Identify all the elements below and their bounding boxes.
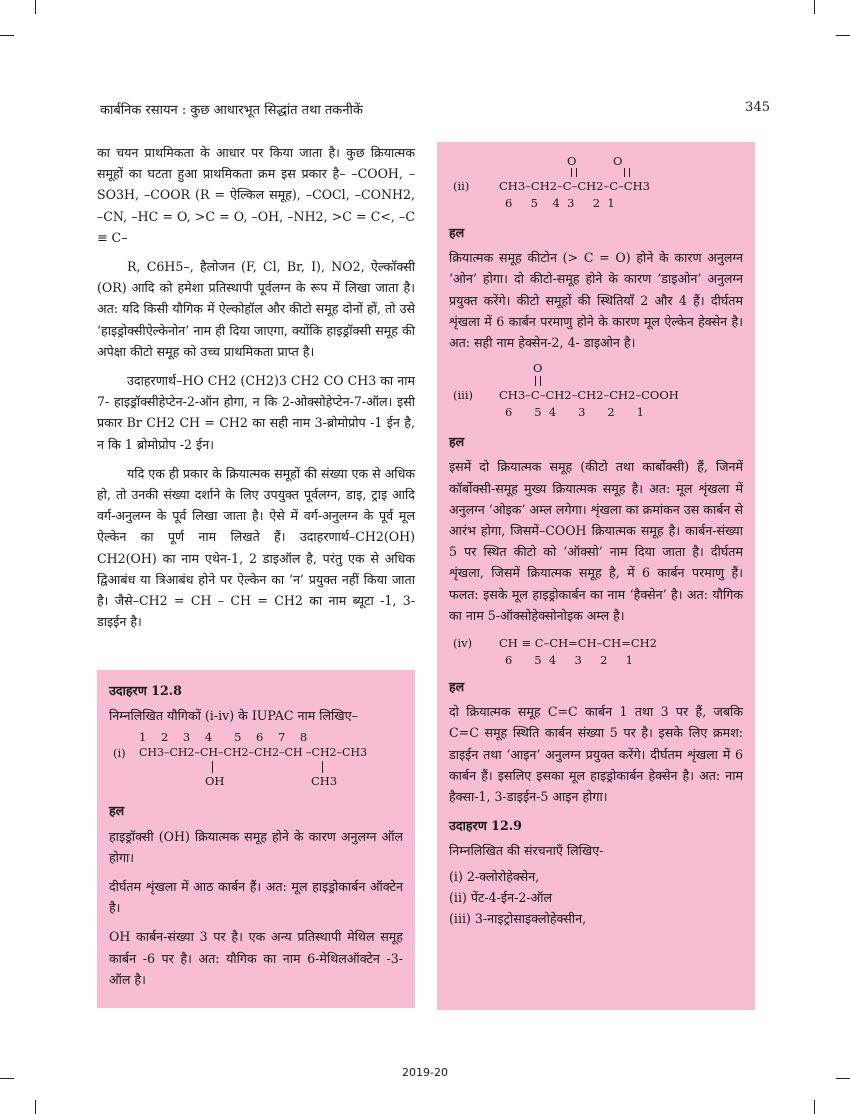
solution-text: दीर्घतम शृंखला में आठ कार्बन हैं। अत: मूल हाइड्रोकार्बन ऑक्टेन है। <box>109 879 403 916</box>
crop-mark <box>836 35 850 36</box>
solution-heading: हल <box>449 679 465 695</box>
crop-mark <box>35 1100 36 1114</box>
double-bond <box>571 168 577 177</box>
example-title: उदाहरण 12.8 <box>109 683 182 698</box>
example-12-8-box <box>97 670 415 1008</box>
solution-text: क्रियात्मक समूह कीटोन (> C = O) होने के कारण अनुलग्न ‘ओन’ होगा। दो कीटो-समूह होने के कारण ‘डाइओन’ अनुलग्न प्रयुक्त करेंगे। कीटो समूहों की स्थितियाँ 2 और 4 हैं। दीर्घतम शृंखला में 6 कार्बन परमाणु होने के कारण मूल ऐल्केन हेक्सेन है। अत: सही नाम हेक्सेन-2, 4- डाइओन है। <box>449 250 743 351</box>
item-label: (iv) <box>453 636 473 651</box>
example-continued-box <box>437 142 755 1010</box>
page-footer: 2019-20 <box>402 1066 448 1079</box>
chapter-title: कार्बनिक रसायन : कुछ आधारभूत सिद्धांत तथा तकनीकें <box>100 103 363 118</box>
paragraph: R, C6H5–, हैलोजन (F, Cl, Br, I), NO2, ऐल्कॉक्सी (OR) आदि को हमेशा प्रतिस्थापी पूर्वलग्न के रूप में लिखा जाता है। अत: यदि किसी यौगिक में ऐल्कोहॉल और कीटो समूह दोनों हों, तो उसे ‘हाइड्रोक्सीऐल्केनोन’ नाम ही दिया जाएगा, क्योंकि हाइड्रॉक्सी समूह की अपेक्षा कीटो समूह को उच्च प्राथमिकता प्राप्त है। <box>97 259 415 359</box>
oxygen-label: O <box>533 361 543 376</box>
item-label: (ii) <box>453 179 470 193</box>
structure-iv <box>449 634 743 668</box>
paragraph: यदि एक ही प्रकार के क्रियात्मक समूहों की संख्या एक से अधिक हो, तो उनकी संख्या दर्शाने के लिए उपयुक्त पूर्वलग्न, डाइ, ट्राइ आदि वर्ग-अनुलग्न के पूर्व लिखा जाता है। ऐसे में वर्ग-अनुलग्न के पूर्व मूल ऐल्केन का पूर्ण नाम लिखते हैं। उदाहरणार्थ–CH2(OH) CH2(OH) का नाम एथेन-1, 2 डाइऑल है, परंतु एक से अधिक द्विआबंध या त्रिआबंध होने पर ऐल्केन का ‘न’ प्रयुक्त नहीं किया जाता है। जैसे–CH2 = CH – CH = CH2 का नाम ब्यूटा -1, 3- डाइईन है। <box>97 465 415 630</box>
example-question: निम्नलिखित की संरचनाएँ लिखिए- <box>449 843 604 859</box>
structure-ii <box>449 154 743 214</box>
bond-line <box>212 761 213 773</box>
substituent-oh: OH <box>205 774 225 789</box>
crop-mark <box>0 35 14 36</box>
carbon-numbering: 1 2 3 4 5 6 7 8 <box>139 730 308 745</box>
item-label: (iii) <box>453 388 474 403</box>
carbon-numbering: 6 5 4 3 2 1 <box>505 196 615 210</box>
structural-formula: CH3–CH2–C–CH2–C–CH3 <box>499 179 650 193</box>
structure-i <box>109 730 403 792</box>
structural-formula: CH3–C–CH2–CH2–CH2–COOH <box>499 388 679 403</box>
double-bond <box>624 168 630 177</box>
structural-formula: CH ≡ C–CH=CH–CH=CH2 <box>499 636 657 651</box>
oxygen-labels: O O <box>567 154 623 168</box>
double-bond <box>535 376 541 386</box>
solution-heading: हल <box>449 225 465 240</box>
list-item: (iii) 3-नाइट्रोसाइक्लोहेक्सीन, <box>449 911 587 927</box>
left-column <box>97 142 415 640</box>
item-label: (i) <box>113 746 126 761</box>
solution-text: हाइड्रॉक्सी (OH) क्रियात्मक समूह होने के कारण अनुलग्न ऑल होगा। <box>109 828 403 865</box>
solution-text: OH कार्बन-संख्या 3 पर है। एक अन्य प्रतिस्थापी मेथिल समूह कार्बन -6 पर है। अत: यौगिक का नाम 6-मेथिलऑक्टेन -3- ऑल है। <box>109 929 403 987</box>
list-item: (ii) पेंट-4-ईन-2-ऑल <box>449 889 553 905</box>
crop-mark <box>814 0 815 14</box>
paragraph: का चयन प्राथमिकता के आधार पर किया जाता है। कुछ क्रियात्मक समूहों का घटता हुआ प्राथमिकता क्रम इस प्रकार है– –COOH, –SO3H, –COOR (R = ऐल्किल समूह), –COCl, –CONH2, –CN, –HC = O, >C = O, –OH, –NH2, >C = C<, –C ≡ C– <box>97 145 415 245</box>
solution-text: दो क्रियात्मक समूह C=C कार्बन 1 तथा 3 पर हैं, जबकि C=C समूह स्थिति कार्बन संख्या 5 पर है। इसके लिए क्रमश: डाइईन तथा ‘आइन’ अनुलग्न प्रयुक्त करेंगे। दीर्घतम शृंखला में 6 कार्बन हैं। इसलिए इसका मूल हाइड्रोकार्बन हेक्सेन है। अत: नाम हैक्सा-1, 3-डाइईन-5 आइन होगा। <box>449 704 743 805</box>
example-title: उदाहरण 12.9 <box>449 818 522 834</box>
structural-formula: CH3–CH2–CH–CH2–CH2–CH –CH2–CH3 <box>139 746 368 760</box>
example-question: निम्नलिखित यौगिकों (i-iv) के IUPAC नाम लिखिए– <box>109 708 358 724</box>
paragraph: उदाहरणार्थ–HO CH2 (CH2)3 CH2 CO CH3 का नाम 7- हाइड्रॉक्सीहेप्टेन-2-ऑन होगा, न कि 2-ओक्सोहेप्टेन-7-ऑल। इसी प्रकार Br CH2 CH = CH2 का सही नाम 3-ब्रोमोप्रोप -1 ईन है, न कि 1 ब्रोमोप्रोप -2 ईन। <box>97 373 415 452</box>
carbon-numbering: 6 5 4 3 2 1 <box>505 653 633 668</box>
solution-text: इसमें दो क्रियात्मक समूह (कीटो तथा कार्बोक्सी) हैं, जिनमें कॉर्बोक्सी-समूह मुख्य क्रियात्मक समूह है। अत: मूल शृंखला में अनुलग्न ‘ओइक’ अम्ल लगेगा। शृंखला का क्रमांकन उस कार्बन से आरंभ होगा, जिसमें–COOH क्रियात्मक समूह है। कार्बन-संख्या 5 पर स्थित कीटो को ‘ऑक्सो’ नाम दिया जाता है। दीर्घतम शृंखला, जिसमें क्रियात्मक समूह है, में 6 कार्बन परमाणु हैं। फलत: इसके मूल हाइड्रोकार्बन का नाम ‘हैक्सेन’ है। अत: यौगिक का नाम 5-ऑक्सोहेक्सोनोइक अम्ल है। <box>449 459 743 623</box>
page-number: 345 <box>745 100 770 115</box>
running-header <box>100 100 770 124</box>
crop-mark <box>35 0 36 14</box>
structure-iii <box>449 361 743 423</box>
solution-heading: हल <box>449 434 465 450</box>
solution-heading: हल <box>109 803 125 819</box>
carbon-numbering: 6 5 4 3 2 1 <box>505 405 644 420</box>
bond-line <box>322 761 323 773</box>
substituent-ch3: CH3 <box>311 774 338 789</box>
list-item: (i) 2-क्लोरोहेक्सेन, <box>449 868 540 884</box>
crop-mark <box>814 1100 815 1114</box>
